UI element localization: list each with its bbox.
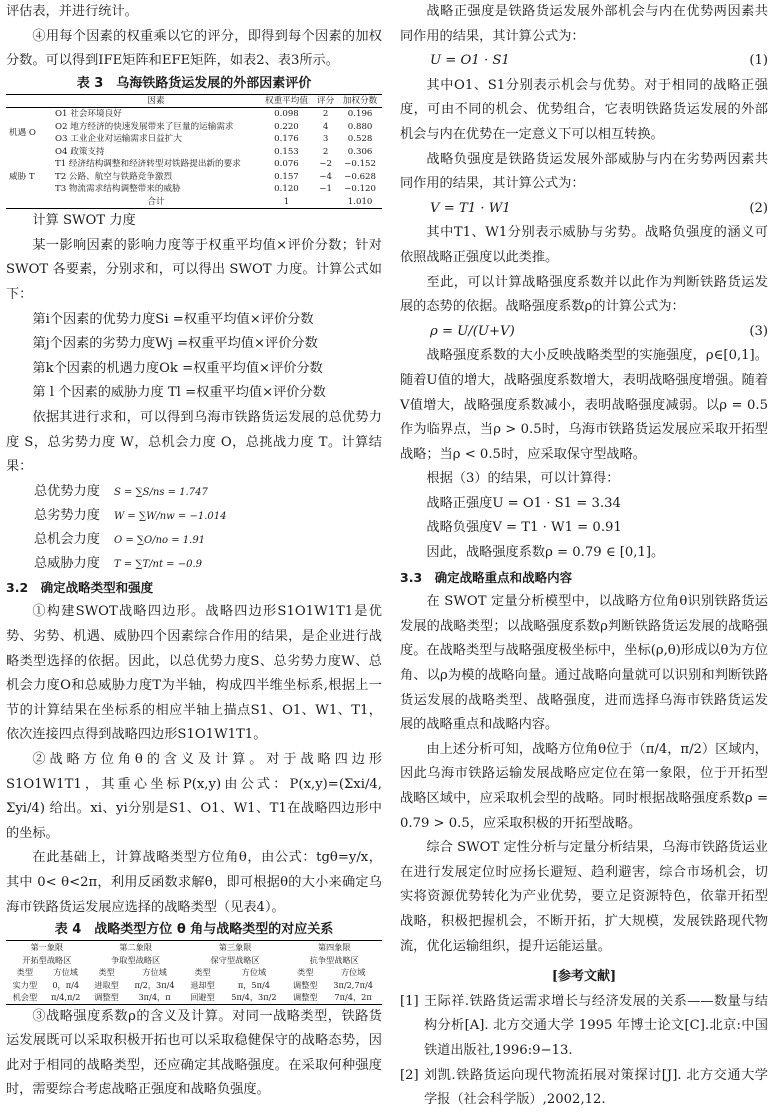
table-cell: 实力型: [12, 979, 38, 990]
table-cell: 类型: [194, 967, 211, 978]
formula-line: 第 l 个因素的威胁力度 Tl =权重平均值×评价分数: [32, 385, 326, 401]
paragraph: 根据（3）的结果，可以计算得：: [426, 471, 620, 487]
table-cell: 回避型: [184, 991, 222, 1004]
table-cell: 类型: [98, 967, 115, 978]
reference-text: 王际祥.铁路货运需求增长与经济发展的关系——数量与结构分析[A]. 北方交通大学 1995 年博士论文[C].北京:中国铁道出版社,1996:9−13.: [424, 993, 768, 1058]
table-cell: 3π/2,7π/4: [333, 979, 373, 990]
table-cell: 0.153: [274, 146, 299, 157]
table-cell: O4 政策支持: [55, 146, 105, 157]
table-cell: 机会型: [6, 991, 44, 1004]
table-cell: 退却型: [190, 979, 215, 990]
formula-line: 第i个因素的优势力度Si =权重平均值×评价分数: [32, 311, 314, 327]
result-formula: O = ∑O/no = 1.91: [113, 534, 206, 546]
table-row: [6, 108, 382, 121]
table-cell: 4: [322, 121, 329, 132]
equation-body: ρ = U/(U+V): [430, 323, 515, 339]
table-cell: 2: [322, 109, 329, 120]
result-formula: S = ∑S/ns = 1.747: [113, 486, 208, 498]
paragraph: 其中T1、W1分别表示威胁与劣势。战略负强度的涵义可依照战略正强度以此类推。: [400, 225, 768, 265]
table-cell: 2: [322, 146, 329, 157]
group-label: 机遇 O: [9, 128, 36, 139]
table-cell: 类型: [297, 967, 314, 978]
table-row: [6, 133, 382, 146]
equation: [400, 49, 768, 74]
table-cell: 0.306: [347, 146, 373, 157]
paragraph: ④用每个因素的权重乘以它的评分，即得到每个因素的加权分数。可以得到IFE矩阵和EFE矩阵，如表2、表3所示。: [6, 28, 382, 69]
paragraph: 其中O1、S1分别表示机会与优势。对于相同的战略正强度，可由不同的机会、优势组合，它表明铁路货运发展的外部机会与内在优势在一定意义下可以相互转换。: [400, 77, 768, 142]
result-line: [34, 480, 382, 504]
table-cell: 0.076: [274, 159, 299, 170]
table-row: [6, 979, 382, 992]
table-cell: 7π/4，2π: [324, 991, 382, 1004]
table-header: 评分: [313, 94, 338, 108]
table-header: 权重平均值: [260, 94, 313, 108]
table-header: 第四象限: [286, 941, 382, 954]
table-cell: 0.157: [274, 171, 299, 182]
equation-number: (1): [749, 53, 768, 69]
paragraph: 战略负强度是铁路货运发展外部威胁与内在劣势两因素共同作用的结果，其计算公式为：: [400, 151, 768, 192]
group-label: 威胁 T: [9, 171, 35, 182]
table-cell: π/2，3π/4: [134, 979, 175, 990]
table-row: [6, 954, 382, 967]
table-cell: −0.120: [344, 184, 376, 195]
equation-number: (3): [749, 323, 768, 339]
table-cell: 0.528: [347, 134, 373, 145]
result-label: 总优势力度: [34, 483, 100, 499]
table-cell: 开拓型战略区: [22, 954, 72, 965]
equation-body: V = T1 · W1: [430, 200, 511, 216]
table-cell: 方位域: [340, 967, 366, 978]
paragraph: 计算 SWOT 力度: [32, 213, 136, 229]
table-row: [6, 146, 382, 159]
table-cell: O2 地方经济的快速发展带来了巨量的运输需求: [55, 121, 234, 132]
table-row: [6, 991, 382, 1004]
table3: [6, 94, 382, 210]
reference-text: 刘凯.铁路货运向现代物流拓展对策探讨[J]. 北方交通大学学报（社会科学版）,2002,12.: [424, 1067, 768, 1108]
result-line: [34, 528, 382, 552]
table-cell: −1: [319, 184, 332, 195]
table-header: 第三象限: [184, 941, 287, 954]
table-cell: 0.880: [347, 121, 373, 132]
table-cell: 1.010: [338, 196, 382, 209]
table-cell: −0.152: [344, 159, 376, 170]
table-cell: 保守型战略区: [210, 954, 260, 965]
paragraph: 在 SWOT 定量分析模型中，以战略方位角θ识别铁路货运发展的战略类型；以战略强度系数ρ判断铁路货运发展的战略强度。在战略类型与战略强度极坐标中，坐标(ρ,θ)形成以θ为方位角、以ρ为模的战略向量。通过战略向量就可以识别和判断铁路货运发展的战略类型、战略强度，进而选择乌海市铁路货运发展的战略重点和战略内容。: [400, 594, 768, 733]
paragraph: 某一影响因素的影响力度等于权重平均值×评价分数；针对 SWOT 各要素，分别求和，可以得出 SWOT 力度。计算公式如下：: [6, 237, 382, 303]
table-row: [6, 121, 382, 134]
table-cell: [6, 196, 52, 209]
table-cell: 类型: [16, 967, 34, 978]
formula-line: 第j个因素的劣势力度Wj =权重平均值×评价分数: [32, 336, 318, 352]
paragraph: 依据其进行求和，可以得到乌海市铁路货运发展的总优势力度 S，总劣势力度 W，总机会力度 O，总挑战力度 T。计算结果：: [6, 410, 382, 475]
result-line: [34, 552, 382, 576]
left-column: [6, 0, 382, 1103]
table-cell: 0.098: [274, 109, 299, 120]
table-cell: T1 经济结构调整和经济转型对铁路提出新的要求: [55, 159, 241, 170]
table-cell: 方位域: [53, 967, 78, 978]
table4: [6, 940, 382, 1005]
table-row: [6, 941, 382, 954]
table-cell: 0，π/4: [52, 979, 80, 990]
table-cell: [313, 196, 338, 209]
result-line: 因此，战略强度系数ρ = 0.79 ∈ [0,1]。: [426, 545, 665, 561]
result-line: 战略负强度V = T1 · W1 = 0.91: [426, 520, 622, 536]
table-cell: π/4,π/2: [44, 991, 88, 1004]
equation-body: U = O1 · S1: [430, 53, 510, 69]
paragraph: ①构建SWOT战略四边形。战略四边形S1O1W1T1是优势、劣势、机遇、威胁四个因素综合作用的结果，是企业进行战略类型选择的依据。因此，以总优势力度S、总劣势力度W、总机会力度O和总威胁力度T为半轴，构成四半维坐标系,根据上一节的计算结果在坐标系的相应半轴上描点S1、O1、W1、T1，依次连接四点得到战略四边形S1O1W1T1。: [6, 604, 382, 743]
table-header: [6, 94, 52, 108]
paragraph: 由上述分析可知，战略方位角θ位于（π/4，π/2）区域内，因此乌海市铁路运输发展战略应定位在第一象限，位于开拓型战略区域中，应采取机会型的战略。同时根据战略强度系数ρ = 0.79 > 0.5，应采取积极的开拓型战略。: [400, 741, 768, 831]
table-cell: T3 物流需求结构调整带来的威胁: [55, 184, 181, 195]
result-line: [34, 504, 382, 528]
table4-caption: 表 4 战略类型方位 θ 角与战略类型的对应关系: [54, 922, 334, 938]
table-cell: −2: [319, 159, 332, 170]
table-cell: 调整型: [293, 979, 318, 990]
table-cell: π，5π/4: [237, 979, 270, 990]
table-cell: 3: [322, 134, 329, 145]
equation: [400, 320, 768, 345]
table-cell: T2 公路、航空与铁路竞争激烈: [55, 171, 173, 182]
result-formula: T = ∑T/nt = −0.9: [113, 558, 202, 570]
table-row: [6, 966, 382, 979]
references-title: [参考文献]: [551, 969, 617, 985]
table-cell: 3π/4，π: [125, 991, 183, 1004]
table-cell: 抗争型战略区: [309, 954, 359, 965]
result-label: 总威胁力度: [34, 555, 100, 571]
table-cell: 合计: [52, 196, 260, 209]
table-header: 第一象限: [6, 941, 88, 954]
table-cell: O1 社会环境良好: [55, 109, 122, 120]
paragraph: 在此基础上，计算战略类型方位角θ，由公式：tgθ=y/x，其中 0< θ<2π，利用反函数求解θ，即可根据θ的大小来确定乌海市铁路货运发展应选择的战略类型（见表4）。: [6, 850, 382, 915]
result-label: 总劣势力度: [34, 507, 100, 523]
table-cell: 方位域: [241, 967, 267, 978]
paragraph: 战略正强度是铁路货运发展外部机会与内在优势两因素共同作用的结果，其计算公式为：: [400, 4, 768, 44]
table-cell: 0.196: [347, 109, 373, 120]
table-cell: −0.628: [344, 171, 376, 182]
table-header: 因素: [52, 94, 260, 108]
formula-line: 第k个因素的机遇力度Ok =权重平均值×评价分数: [32, 360, 323, 376]
table-cell: 争取型战略区: [111, 954, 161, 965]
paragraph: 综合 SWOT 定性分析与定量分析结果，乌海市铁路货运业在进行发展定位时应扬长避短、趋利避害，综合市场机会，切实将资源优势转化为产业优势，要立足资源特色，依靠开拓型战略，积极把握机会，不断开拓，扩大规模，发展铁路现代物流，优化运输组织，提升运能运量。: [400, 840, 768, 954]
table-cell: 0.176: [274, 134, 299, 145]
table3-caption: 表 3 乌海铁路货运发展的外部因素评价: [76, 75, 312, 91]
table-row: [6, 183, 382, 196]
paragraph: ②战略方位角θ的含义及计算。对于战略四边形S1O1W1T1，其重心坐标P(x,y)由公式：P(x,y)=(Σxi/4, Σyi/4) 给出。xi、yi分别是S1、O1、W1、T1在战略四边形中的坐标。: [6, 751, 382, 841]
result-list: [6, 480, 382, 576]
table-cell: 5π/4，3π/2: [221, 991, 286, 1004]
table-cell: 方位域: [142, 967, 167, 978]
section-heading: 3.2 确定战略类型和强度: [6, 579, 154, 595]
paragraph: 评估表，并进行统计。: [6, 4, 138, 19]
table-cell: 进取型: [94, 979, 119, 990]
paragraph: 至此，可以计算战略强度系数并以此作为判断铁路货运发展的态势的依据。战略强度系数ρ的计算公式为：: [400, 274, 768, 315]
right-column: [400, 0, 768, 1113]
table-cell: 调整型: [286, 991, 324, 1004]
table-row: [6, 196, 382, 209]
table-cell: 1: [260, 196, 313, 209]
equation-number: (2): [749, 200, 768, 216]
table-row: [6, 171, 382, 184]
table-header: 加权分数: [338, 94, 382, 108]
reference-number: [2]: [400, 1067, 419, 1083]
table-header: 第二象限: [88, 941, 184, 954]
reference-item: [400, 990, 768, 1064]
reference-number: [1]: [400, 993, 419, 1009]
table-cell: 0.120: [274, 184, 299, 195]
section-heading: 3.3 确定战略重点和战略内容: [400, 569, 573, 585]
reference-item: [400, 1064, 768, 1113]
paragraph: 战略强度系数的大小反映战略类型的实施强度，ρ∈[0,1]。随着U值的增大，战略强度系数增大，表明战略强度增强。随着V值增大，战略强度系数减小，表明战略强度减弱。以ρ = 0.5作为临界点，当ρ > 0.5时，乌海市铁路货运发展应采取开拓型战略；当ρ < 0.5时，应采取保守型战略。: [400, 348, 768, 462]
table-row: [6, 158, 382, 171]
result-line: 战略正强度U = O1 · S1 = 3.34: [426, 495, 621, 511]
result-formula: W = ∑W/nw = −1.014: [113, 510, 227, 522]
table-cell: 0.220: [274, 121, 299, 132]
equation: [400, 197, 768, 222]
table-cell: −4: [319, 171, 332, 182]
result-label: 总机会力度: [34, 531, 100, 547]
table-cell: 调整型: [88, 991, 126, 1004]
table-cell: O3 工业企业对运输需求日益扩大: [55, 134, 182, 145]
paragraph: ③战略强度系数ρ的含义及计算。对同一战略类型，铁路货运发展既可以采取积极开拓也可以采取稳健保守的战略态势，因此对于相同的战略类型，还应确定其战略强度。在采取何种强度时，需要综合考虑战略正强度和战略负强度。: [6, 1008, 382, 1098]
